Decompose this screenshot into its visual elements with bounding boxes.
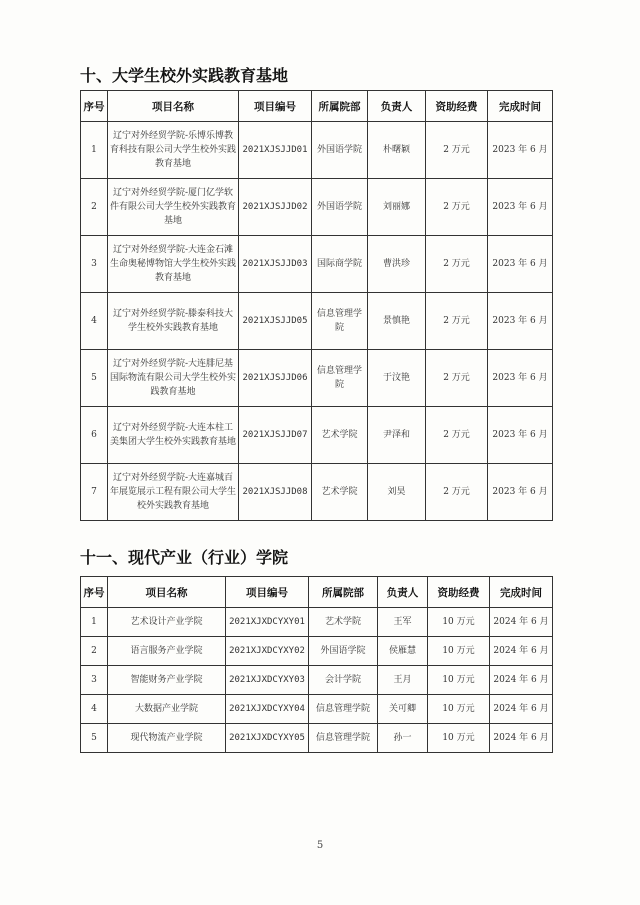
table-row [81, 666, 553, 695]
person-in-charge: 刘昊 [368, 464, 426, 521]
table-row [81, 695, 553, 724]
section-title-industry-colleges: 十一、现代产业（行业）学院 [80, 548, 289, 567]
funding: 2 万元 [426, 464, 488, 521]
project-code: 2021XJSJJD02 [239, 179, 312, 236]
project-code: 2021XJSJJD08 [239, 464, 312, 521]
funding: 2 万元 [426, 122, 488, 179]
department: 艺术学院 [309, 608, 378, 637]
row-index: 5 [81, 724, 108, 753]
table-row [81, 464, 553, 521]
person-in-charge: 景慎艳 [368, 293, 426, 350]
row-index: 5 [81, 350, 108, 407]
project-name: 辽宁对外经贸学院-大连金石滩生命奥秘博物馆大学生校外实践教育基地 [108, 236, 239, 293]
completion-date: 2023 年 6 月 [488, 464, 553, 521]
completion-date: 2023 年 6 月 [488, 293, 553, 350]
department: 信息管理学院 [312, 293, 368, 350]
funding: 2 万元 [426, 179, 488, 236]
department: 信息管理学院 [309, 724, 378, 753]
header-cell: 完成时间 [488, 91, 553, 122]
completion-date: 2023 年 6 月 [488, 407, 553, 464]
funding: 10 万元 [428, 608, 490, 637]
table-row [81, 724, 553, 753]
header-cell: 所属院部 [309, 577, 378, 608]
header-cell: 资助经费 [428, 577, 490, 608]
person-in-charge: 朴曙颖 [368, 122, 426, 179]
industry-colleges-table [80, 576, 553, 753]
department: 外国语学院 [312, 179, 368, 236]
project-name: 辽宁对外经贸学院-乐博乐博教育科技有限公司大学生校外实践教育基地 [108, 122, 239, 179]
project-name: 现代物流产业学院 [108, 724, 226, 753]
table-row [81, 236, 553, 293]
department: 艺术学院 [312, 464, 368, 521]
project-code: 2021XJXDCYXY02 [226, 637, 309, 666]
completion-date: 2024 年 6 月 [490, 695, 553, 724]
project-code: 2021XJXDCYXY05 [226, 724, 309, 753]
table-header-row [81, 577, 553, 608]
table-row [81, 407, 553, 464]
completion-date: 2024 年 6 月 [490, 666, 553, 695]
funding: 2 万元 [426, 407, 488, 464]
header-cell: 负责人 [368, 91, 426, 122]
row-index: 4 [81, 695, 108, 724]
row-index: 3 [81, 236, 108, 293]
funding: 10 万元 [428, 666, 490, 695]
project-name: 大数据产业学院 [108, 695, 226, 724]
header-cell: 完成时间 [490, 577, 553, 608]
header-cell: 项目名称 [108, 91, 239, 122]
project-name: 智能财务产业学院 [108, 666, 226, 695]
page-number: 5 [316, 840, 324, 851]
project-name: 辽宁对外经贸学院-厦门亿学软件有限公司大学生校外实践教育基地 [108, 179, 239, 236]
project-code: 2021XJXDCYXY04 [226, 695, 309, 724]
row-index: 7 [81, 464, 108, 521]
person-in-charge: 尹泽和 [368, 407, 426, 464]
section-title-practice-bases: 十、大学生校外实践教育基地 [80, 66, 289, 85]
row-index: 6 [81, 407, 108, 464]
header-cell: 项目编号 [239, 91, 312, 122]
project-name: 辽宁对外经贸学院-滕泰科技大学生校外实践教育基地 [108, 293, 239, 350]
table-row [81, 350, 553, 407]
table-row [81, 293, 553, 350]
header-cell: 资助经费 [426, 91, 488, 122]
table-row [81, 637, 553, 666]
project-name: 辽宁对外经贸学院-大连嘉城百年展览展示工程有限公司大学生校外实践教育基地 [108, 464, 239, 521]
project-name: 辽宁对外经贸学院-大连腓尼基国际物流有限公司大学生校外实践教育基地 [108, 350, 239, 407]
funding: 10 万元 [428, 724, 490, 753]
project-name: 辽宁对外经贸学院-大连本柱工美集团大学生校外实践教育基地 [108, 407, 239, 464]
project-code: 2021XJSJJD03 [239, 236, 312, 293]
row-index: 1 [81, 608, 108, 637]
completion-date: 2024 年 6 月 [490, 637, 553, 666]
completion-date: 2023 年 6 月 [488, 236, 553, 293]
header-cell: 序号 [81, 577, 108, 608]
row-index: 2 [81, 637, 108, 666]
department: 艺术学院 [312, 407, 368, 464]
department: 会计学院 [309, 666, 378, 695]
table-row [81, 608, 553, 637]
funding: 2 万元 [426, 293, 488, 350]
person-in-charge: 关可卿 [378, 695, 428, 724]
department: 信息管理学院 [312, 350, 368, 407]
project-code: 2021XJSJJD05 [239, 293, 312, 350]
person-in-charge: 侯雁慧 [378, 637, 428, 666]
header-cell: 负责人 [378, 577, 428, 608]
funding: 2 万元 [426, 350, 488, 407]
table-row [81, 179, 553, 236]
project-code: 2021XJSJJD06 [239, 350, 312, 407]
row-index: 3 [81, 666, 108, 695]
project-code: 2021XJSJJD07 [239, 407, 312, 464]
header-cell: 项目名称 [108, 577, 226, 608]
funding: 10 万元 [428, 637, 490, 666]
table-header-row [81, 91, 553, 122]
table-row [81, 122, 553, 179]
project-code: 2021XJXDCYXY01 [226, 608, 309, 637]
completion-date: 2023 年 6 月 [488, 179, 553, 236]
completion-date: 2024 年 6 月 [490, 724, 553, 753]
person-in-charge: 王月 [378, 666, 428, 695]
person-in-charge: 孙一 [378, 724, 428, 753]
department: 外国语学院 [309, 637, 378, 666]
row-index: 2 [81, 179, 108, 236]
department: 国际商学院 [312, 236, 368, 293]
header-cell: 所属院部 [312, 91, 368, 122]
header-cell: 序号 [81, 91, 108, 122]
completion-date: 2023 年 6 月 [488, 350, 553, 407]
practice-bases-table [80, 90, 553, 521]
funding: 2 万元 [426, 236, 488, 293]
department: 信息管理学院 [309, 695, 378, 724]
person-in-charge: 曹洪珍 [368, 236, 426, 293]
project-code: 2021XJSJJD01 [239, 122, 312, 179]
funding: 10 万元 [428, 695, 490, 724]
project-name: 艺术设计产业学院 [108, 608, 226, 637]
completion-date: 2024 年 6 月 [490, 608, 553, 637]
person-in-charge: 刘丽娜 [368, 179, 426, 236]
project-name: 语言服务产业学院 [108, 637, 226, 666]
project-code: 2021XJXDCYXY03 [226, 666, 309, 695]
department: 外国语学院 [312, 122, 368, 179]
completion-date: 2023 年 6 月 [488, 122, 553, 179]
row-index: 1 [81, 122, 108, 179]
header-cell: 项目编号 [226, 577, 309, 608]
row-index: 4 [81, 293, 108, 350]
person-in-charge: 王军 [378, 608, 428, 637]
person-in-charge: 于汶艳 [368, 350, 426, 407]
